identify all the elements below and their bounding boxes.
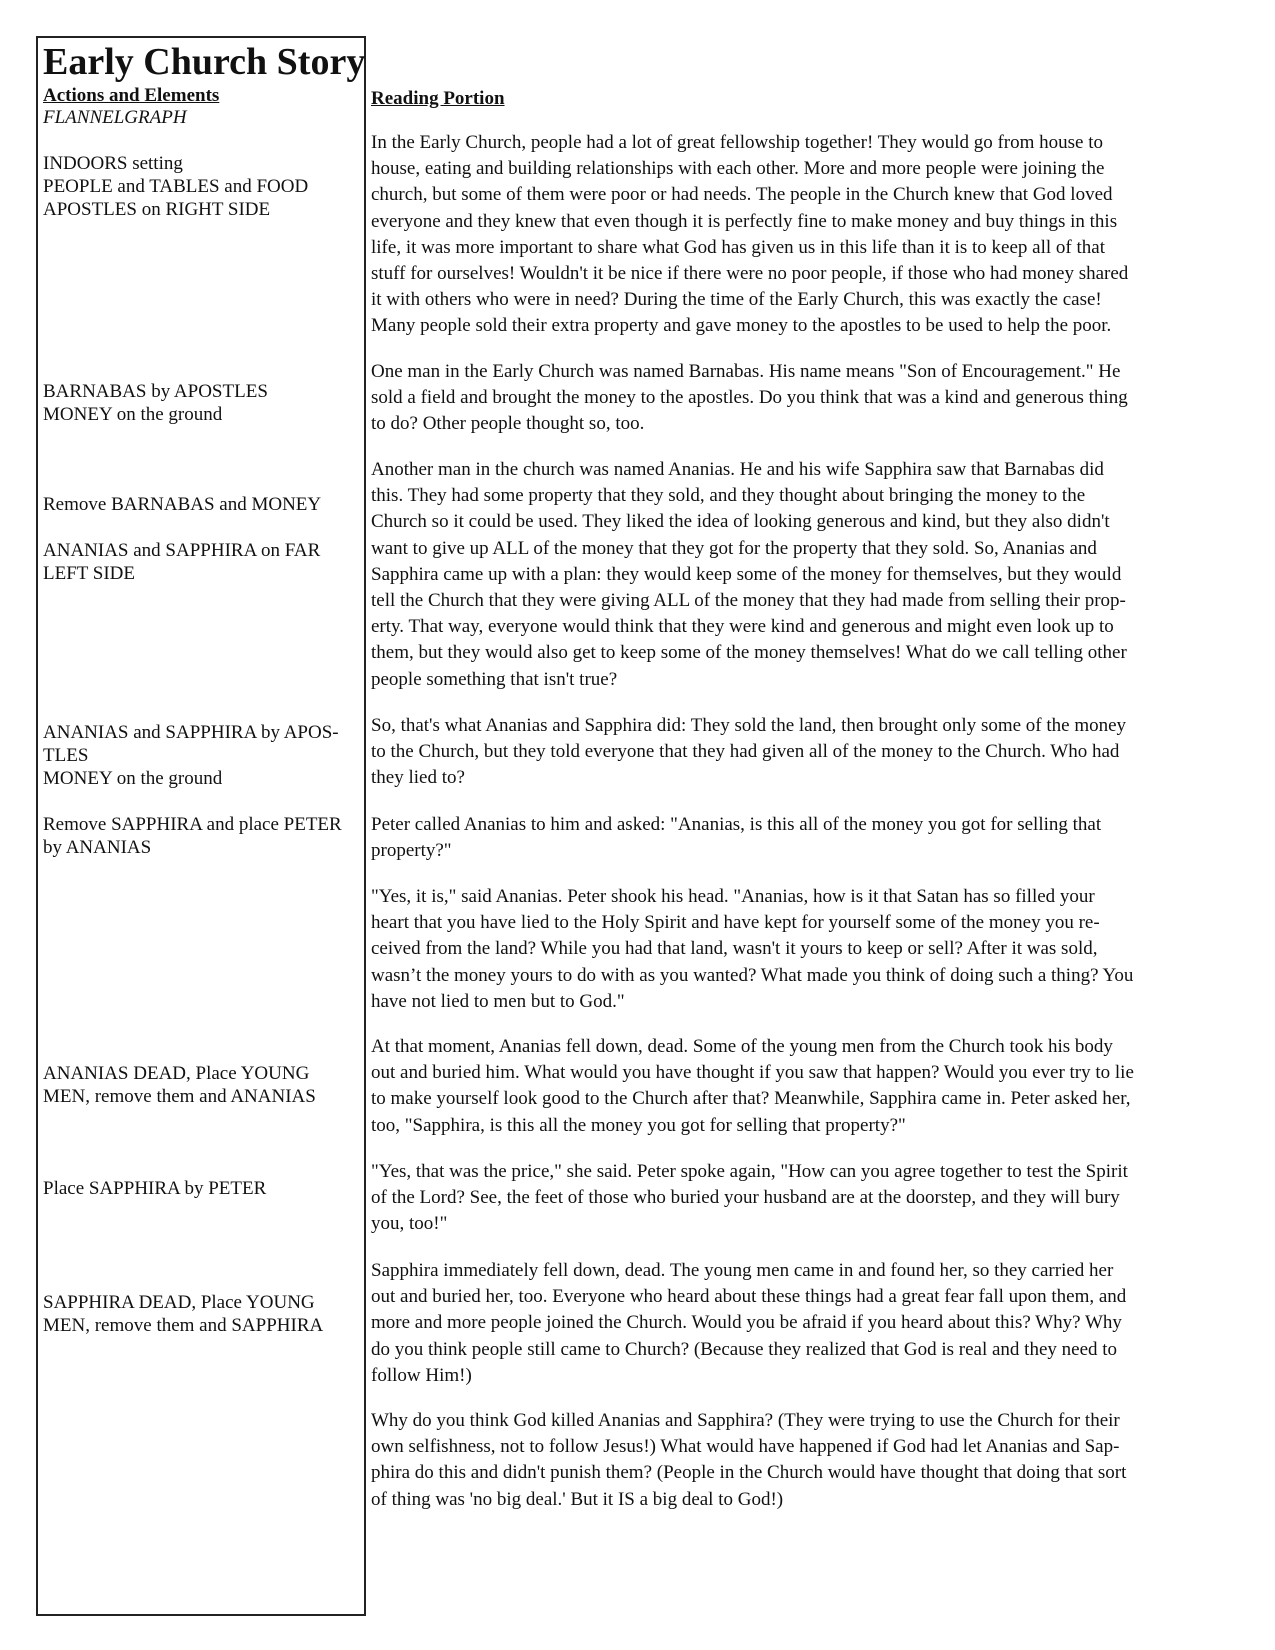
reading-paragraph: [371, 1159, 1241, 1238]
paragraph-line: At that moment, Ananias fell down, dead. Some of the young men from the Church took his body: [371, 1036, 1113, 1057]
action-line: ANANIAS DEAD, Place YOUNG: [43, 1063, 310, 1084]
action-block: [43, 380, 361, 426]
paragraph-line: So, that's what Ananias and Sapphira did: They sold the land, then brought only some of the money: [371, 715, 1127, 736]
action-line: Place SAPPHIRA by PETER: [43, 1178, 267, 1199]
action-block: [43, 721, 361, 790]
paragraph-line: have not lied to men but to God.": [371, 990, 625, 1012]
reading-paragraph: [371, 1258, 1241, 1389]
paragraph-line: Church so it could be used. They liked the idea of looking generous and kind, but they also didn't: [371, 511, 1110, 533]
action-block: [43, 1177, 361, 1200]
paragraph-line: "Yes, it is," said Ananias. Peter shook his head. "Ananias, how is it that Satan has so filled your: [371, 886, 1095, 907]
paragraph-line: to the Church, but they told everyone that they had given all of the money to the Church. Who had: [371, 741, 1120, 763]
reading-paragraph: [371, 812, 1241, 864]
reading-heading: Reading Portion: [371, 88, 505, 109]
action-block: [43, 1062, 361, 1108]
paragraph-line: out and buried her, too. Everyone who heard about these things had a great fear fall upon them, and: [371, 1286, 1127, 1308]
paragraph-line: to make yourself look good to the Church after that? Meanwhile, Sapphira came in. Peter asked her,: [371, 1088, 1131, 1110]
action-line: SAPPHIRA DEAD, Place YOUNG: [43, 1292, 315, 1313]
reading-paragraph: [371, 713, 1241, 792]
paragraph-line: church, but some of them were poor or had needs. The people in the Church knew that God loved: [371, 184, 1113, 206]
paragraph-line: One man in the Early Church was named Barnabas. His name means "Son of Encouragement." He: [371, 361, 1121, 382]
paragraph-line: it with others who were in need? During the time of the Early Church, this was exactly the case!: [371, 289, 1102, 311]
paragraph-line: Many people sold their extra property and gave money to the apostles to be used to help the poor.: [371, 315, 1112, 337]
paragraph-line: everyone and they knew that even though it is perfectly fine to make money and buy things in this: [371, 210, 1118, 232]
paragraph-line: house, eating and building relationships with each other. More and more people were joining the: [371, 158, 1105, 180]
action-line: Remove BARNABAS and MONEY: [43, 494, 322, 515]
document-title: Early Church Story: [43, 41, 366, 83]
action-line: MONEY on the ground: [43, 768, 223, 789]
paragraph-line: phira do this and didn't punish them? (People in the Church would have thought that doing that sort: [371, 1462, 1127, 1484]
reading-paragraph: [371, 359, 1241, 438]
actions-heading: Actions and Elements: [43, 85, 220, 106]
paragraph-line: Another man in the church was named Ananias. He and his wife Sapphira saw that Barnabas did: [371, 459, 1104, 480]
action-line: by ANANIAS: [43, 837, 152, 858]
reading-paragraph: [371, 457, 1241, 693]
action-block: [43, 539, 361, 585]
action-block: [43, 813, 361, 859]
paragraph-line: do you think people still came to Church? (Because they realized that God is real and they need to: [371, 1338, 1118, 1360]
action-line: INDOORS setting: [43, 153, 183, 174]
action-line: MEN, remove them and ANANIAS: [43, 1086, 316, 1107]
action-line: MEN, remove them and SAPPHIRA: [43, 1315, 324, 1336]
paragraph-line: Sapphira came up with a plan: they would keep some of the money for themselves, but they would: [371, 563, 1122, 585]
action-line: ANANIAS and SAPPHIRA by APOS-: [43, 722, 339, 743]
paragraph-line: life, it was more important to share what God has given us in this life than it is to keep all of that: [371, 236, 1105, 258]
paragraph-line: own selfishness, not to follow Jesus!) What would have happened if God had let Ananias and Sap-: [371, 1436, 1120, 1458]
paragraph-line: want to give up ALL of the money that they got for the property that they sold. So, Ananias and: [371, 537, 1097, 559]
paragraph-line: this. They had some property that they sold, and they thought about bringing the money to the: [371, 485, 1086, 507]
paragraph-line: wasn’t the money yours to do with as you wanted? What made you think of doing such a thing? You: [371, 964, 1134, 986]
paragraph-line: of thing was 'no big deal.' But it IS a big deal to God!): [371, 1488, 784, 1510]
paragraph-line: heart that you have lied to the Holy Spirit and have kept for yourself some of the money you re-: [371, 912, 1100, 934]
action-line: LEFT SIDE: [43, 563, 136, 584]
paragraph-line: you, too!": [371, 1213, 448, 1235]
action-block: [43, 1291, 361, 1337]
reading-paragraph: [371, 1034, 1241, 1139]
reading-paragraph: [371, 130, 1241, 340]
action-line: BARNABAS by APOSTLES: [43, 381, 268, 402]
paragraph-line: them, but they would also get to keep some of the money themselves! What do we call telling other: [371, 642, 1127, 664]
reading-paragraph: [371, 1408, 1241, 1513]
paragraph-line: people something that isn't true?: [371, 668, 618, 690]
action-line: Remove SAPPHIRA and place PETER: [43, 814, 342, 835]
action-line: APOSTLES on RIGHT SIDE: [43, 199, 271, 220]
medium-label: FLANNELGRAPH: [43, 107, 187, 128]
paragraph-line: to do? Other people thought so, too.: [371, 413, 645, 435]
paragraph-line: property?": [371, 840, 452, 862]
paragraph-line: tell the Church that they were giving ALL of the money that they had made from selling their prop-: [371, 590, 1126, 612]
paragraph-line: erty. That way, everyone would think that they were kind and generous and might even look up to: [371, 616, 1114, 638]
paragraph-line: sold a field and brought the money to the apostles. Do you think that was a kind and generous thing: [371, 387, 1128, 409]
paragraph-line: "Yes, that was the price," she said. Peter spoke again, "How can you agree together to test the Spirit: [371, 1161, 1128, 1182]
action-block: [43, 493, 361, 516]
paragraph-line: of the Lord? See, the feet of those who buried your husband are at the doorstep, and they will bury: [371, 1187, 1120, 1209]
paragraph-line: follow Him!): [371, 1364, 472, 1386]
action-line: MONEY on the ground: [43, 404, 223, 425]
paragraph-line: Sapphira immediately fell down, dead. The young men came in and found her, so they carried her: [371, 1260, 1114, 1281]
paragraph-line: they lied to?: [371, 767, 465, 789]
paragraph-line: out and buried him. What would you have thought if you saw that happen? Would you ever try to lie: [371, 1062, 1134, 1084]
paragraph-line: Peter called Ananias to him and asked: "Ananias, is this all of the money you got for selling that: [371, 814, 1102, 835]
paragraph-line: stuff for ourselves! Wouldn't it be nice if there were no poor people, if those who had money shared: [371, 263, 1129, 285]
paragraph-line: more and more people joined the Church. Would you be afraid if you heard about this? Why? Why: [371, 1312, 1122, 1334]
action-line: TLES: [43, 745, 89, 766]
paragraph-line: too, "Sapphira, is this all the money you got for selling that property?": [371, 1114, 906, 1136]
action-line: PEOPLE and TABLES and FOOD: [43, 176, 309, 197]
action-block: [43, 152, 361, 221]
reading-paragraph: [371, 884, 1241, 1015]
paragraph-line: Why do you think God killed Ananias and Sapphira? (They were trying to use the Church for their: [371, 1410, 1120, 1431]
action-line: ANANIAS and SAPPHIRA on FAR: [43, 540, 321, 561]
paragraph-line: In the Early Church, people had a lot of great fellowship together! They would go from house to: [371, 132, 1104, 153]
paragraph-line: ceived from the land? While you had that land, wasn't it yours to keep or sell? After it was sold,: [371, 938, 1098, 960]
